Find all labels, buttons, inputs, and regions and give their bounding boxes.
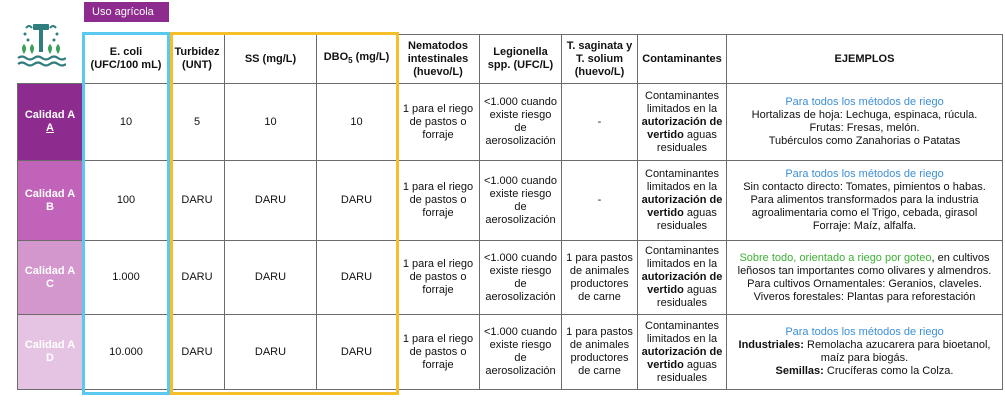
ex-line2: Remolacha azucarera para bioetanol, maíz para biogás.	[803, 339, 991, 364]
ex-line2-wrap	[729, 339, 1000, 365]
cell-taenia: -	[562, 161, 638, 241]
ex-line1-wrap	[729, 252, 1000, 278]
cell-taenia: -	[562, 84, 638, 161]
cont-pre: Contaminantes limitados en la	[645, 319, 719, 345]
cell-ss: DARU	[225, 161, 317, 241]
cell-nematodos: 1 para el riego de pastos o forraje	[397, 84, 480, 161]
header-taenia: T. saginata y T. solium (huevo/L)	[562, 35, 638, 84]
ex-line2: Sin contacto directo: Tomates, pimientos o habas.	[743, 181, 986, 193]
row-label-top: Calidad A	[24, 109, 76, 121]
cont-bold: autorización de vertido	[641, 115, 723, 141]
cont-pre: Contaminantes limitados en la	[645, 89, 719, 115]
row-label-d	[18, 315, 83, 390]
cell-ejemplos	[727, 161, 1003, 241]
cont-post: aguas residuales	[656, 207, 717, 232]
cell-taenia: 1 para pastos de animales productores de carne	[562, 241, 638, 315]
cell-turbidez: DARU	[170, 161, 225, 241]
ex-line1: Sobre todo, orientado a riego por goteo	[739, 251, 932, 264]
cell-taenia: 1 para pastos de animales productores de carne	[562, 315, 638, 390]
cont-bold: autorización de vertido	[641, 194, 723, 219]
ex-line2: Para cultivos Ornamentales: Geranios, claveles.	[747, 277, 982, 290]
ex-bold3: Semillas:	[775, 365, 824, 377]
row-label-top: Calidad A	[24, 264, 76, 277]
uso-agricola-tag: Uso agrícola	[84, 2, 169, 22]
ex-line4: Forraje: Maíz, alfalfa.	[812, 220, 917, 232]
ex-line1: Para todos los métodos de riego	[785, 168, 944, 180]
table-row	[18, 161, 1003, 241]
row-label-b	[18, 161, 83, 241]
cell-dbo: DARU	[317, 161, 397, 241]
cell-turbidez: DARU	[170, 315, 225, 390]
cell-turbidez: 5	[170, 84, 225, 161]
cont-pre: Contaminantes limitados en la	[645, 168, 719, 193]
header-ss: SS (mg/L)	[225, 35, 317, 84]
cell-nematodos: 1 para el riego de pastos o forraje	[397, 161, 480, 241]
cell-ss: 10	[225, 84, 317, 161]
cell-contaminantes	[638, 315, 727, 390]
header-nematodos: Nematodos intestinales (huevo/L)	[397, 35, 480, 84]
cell-ecoli: 10.000	[83, 315, 170, 390]
cell-legionella: <1.000 cuando existe riesgo de aerosolización	[480, 241, 562, 315]
cell-contaminantes	[638, 84, 727, 161]
cell-ecoli: 10	[83, 84, 170, 161]
row-label-top: Calidad A	[24, 187, 76, 200]
row-label-bottom: D	[46, 352, 54, 364]
header-blank	[18, 35, 83, 84]
cont-bold: autorización de vertido	[641, 271, 723, 296]
row-label-c	[18, 241, 83, 315]
ex-bold2: Industriales:	[738, 339, 804, 351]
cell-legionella: <1.000 cuando existe riesgo de aerosolización	[480, 84, 562, 161]
table-row	[18, 241, 1003, 315]
row-label-bottom: B	[46, 200, 54, 213]
ex-line3: Para alimentos transformados para la industria agroalimentaria como el Trigo, cebada, girasol	[750, 194, 979, 219]
cell-contaminantes	[638, 241, 727, 315]
cell-ecoli: 1.000	[83, 241, 170, 315]
header-dbo	[317, 35, 397, 84]
cont-post: aguas residuales	[656, 358, 717, 384]
cell-ecoli: 100	[83, 161, 170, 241]
cont-post: aguas residuales	[656, 128, 717, 154]
ex-line3: Viveros forestales: Plantas para reforestación	[753, 290, 976, 303]
header-ejemplos: EJEMPLOS	[727, 35, 1003, 84]
cell-legionella: <1.000 cuando existe riesgo de aerosolización	[480, 315, 562, 390]
quality-table	[17, 34, 1003, 390]
row-label-bottom: C	[46, 277, 54, 290]
ex-line3: Frutas: Fresas, melón.	[809, 122, 920, 134]
ex-line3: Crucíferas como la Colza.	[823, 365, 954, 377]
table-row	[18, 84, 1003, 161]
ex-line3-wrap	[729, 365, 1000, 378]
table-row	[18, 315, 1003, 390]
cell-ss: DARU	[225, 315, 317, 390]
header-dbo-main: DBO	[323, 50, 349, 63]
ex-line1: Para todos los métodos de riego	[785, 96, 944, 108]
cell-dbo: DARU	[317, 241, 397, 315]
header-legionella: Legionella spp. (UFC/L)	[480, 35, 562, 84]
cont-bold: autorización de vertido	[641, 345, 723, 371]
cell-nematodos: 1 para el riego de pastos o forraje	[397, 241, 480, 315]
cell-dbo: 10	[317, 84, 397, 161]
header-contaminantes: Contaminantes	[638, 35, 727, 84]
cell-contaminantes	[638, 161, 727, 241]
cell-ejemplos	[727, 84, 1003, 161]
cell-ejemplos	[727, 241, 1003, 315]
cell-ss: DARU	[225, 241, 317, 315]
cont-pre: Contaminantes limitados en la	[645, 245, 719, 270]
row-label-bottom: A	[46, 122, 54, 134]
header-dbo-unit: (mg/L)	[352, 50, 390, 63]
cont-post: aguas residuales	[656, 284, 717, 309]
ex-line1b: , en cultivos leñosos tan importantes como olivares y almendros.	[737, 251, 992, 277]
cell-ejemplos	[727, 315, 1003, 390]
cell-dbo: DARU	[317, 315, 397, 390]
ex-line2: Hortalizas de hoja: Lechuga, espinaca, rúcula.	[751, 109, 978, 121]
cell-legionella: <1.000 cuando existe riesgo de aerosolización	[480, 161, 562, 241]
header-row	[18, 35, 1003, 84]
ex-line4: Tubérculos como Zanahorias o Patatas	[768, 135, 961, 147]
row-label-a	[18, 84, 83, 161]
row-label-top: Calidad A	[24, 339, 76, 351]
header-turbidez: Turbidez (UNT)	[170, 35, 225, 84]
header-dbo-sub: 5	[348, 56, 353, 66]
cell-turbidez: DARU	[170, 241, 225, 315]
header-ecoli: E. coli (UFC/100 mL)	[83, 35, 170, 84]
cell-nematodos: 1 para el riego de pastos o forraje	[397, 315, 480, 390]
ex-line1: Para todos los métodos de riego	[785, 326, 944, 338]
